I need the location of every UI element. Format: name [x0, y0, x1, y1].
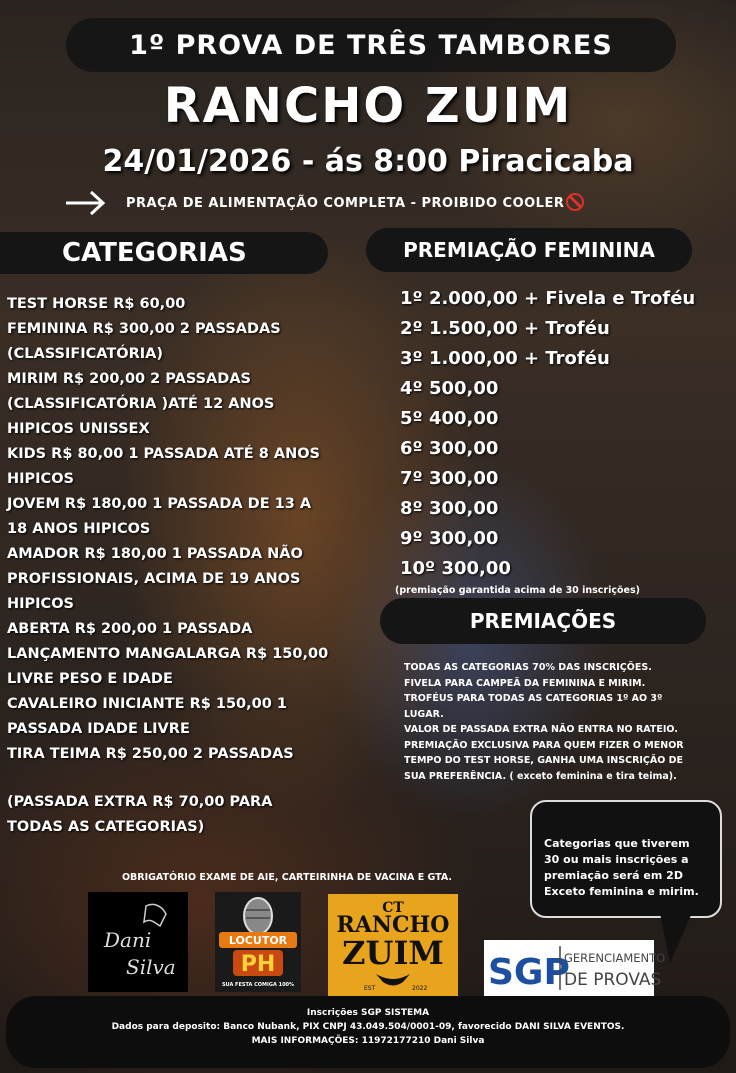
extra-pass-line: TODAS AS CATEGORIAS) — [7, 819, 205, 835]
category-line: PASSADA IDADE LIVRE — [7, 721, 190, 737]
notice-text: PRAÇA DE ALIMENTAÇÃO COMPLETA - PROIBIDO COOLER — [126, 196, 565, 211]
event-title-bar: 1º PROVA DE TRÊS TAMBORES — [66, 18, 676, 72]
bubble-line: Categorias que tiverem — [544, 837, 690, 850]
category-line: PROFISSIONAIS, ACIMA DE 19 ANOS — [7, 571, 301, 587]
dani-silva-logo — [88, 892, 188, 992]
locutor-text: LOCUTOR — [228, 934, 288, 947]
categories-list — [7, 292, 377, 767]
prize-item: 3º 1.000,00 + Troféu — [400, 348, 610, 369]
ct-rancho-zuim-logo — [328, 894, 458, 996]
bubble-text — [544, 836, 712, 900]
prohibited-icon — [566, 193, 584, 211]
bubble-line: premiação será em 2D — [544, 869, 683, 882]
rancho-text: RANCHO — [336, 912, 450, 938]
category-line: KIDS R$ 80,00 1 PASSADA ATÉ 8 ANOS — [7, 446, 320, 462]
footer-contact: MAIS INFORMAÇÕES: 11972177210 Dani Silva — [251, 1036, 485, 1046]
category-line: (CLASSIFICATÓRIA) — [7, 346, 164, 362]
category-line: JOVEM R$ 180,00 1 PASSADA DE 13 A — [7, 496, 312, 512]
prize-item: 1º 2.000,00 + Fivela e Troféu — [400, 288, 696, 309]
footer — [6, 996, 730, 1068]
bubble-line: 30 ou mais inscrições a — [544, 853, 689, 866]
category-line: FEMININA R$ 300,00 2 PASSADAS — [7, 321, 281, 337]
exam-notice: OBRIGATÓRIO EXAME DE AIE, CARTEIRINHA DE VACINA E GTA. — [121, 872, 453, 883]
category-line: LIVRE PESO E IDADE — [7, 671, 173, 687]
prize-item: 2º 1.500,00 + Troféu — [400, 318, 610, 339]
prize-item: 4º 500,00 — [400, 378, 499, 399]
rule-line: SUA PREFERÊNCIA. ( exceto feminina e tira teima). — [404, 770, 677, 782]
rule-line: VALOR DE PASSADA EXTRA NÃO ENTRA NO RATEIO. — [404, 724, 678, 735]
sgp-de-provas: DE PROVAS — [564, 970, 662, 990]
category-line: AMADOR R$ 180,00 1 PASSADA NÃO — [7, 546, 303, 562]
rule-line: PREMIAÇÃO EXCLUSIVA PARA QUEM FIZER O MENOR — [404, 739, 684, 751]
year-text: 2022 — [412, 985, 428, 992]
prize-item: 9º 300,00 — [400, 528, 499, 549]
categories-heading: CATEGORIAS — [0, 232, 328, 274]
sgp-gerenciamento: GERENCIAMENTO — [564, 951, 666, 965]
prizes-rules — [404, 660, 724, 784]
category-line: HIPICOS — [7, 596, 74, 612]
event-date: 24/01/2026 - ás 8:00 Piracicaba — [102, 144, 634, 179]
rule-line: TODAS AS CATEGORIAS 70% DAS INSCRIÇÕES. — [404, 662, 652, 673]
event-name: RANCHO ZUIM — [163, 78, 573, 134]
locutor-slogan: SUA FESTA COMIGA 100% — [221, 982, 295, 988]
sgp-logo — [484, 940, 666, 996]
category-line: ABERTA R$ 200,00 1 PASSADA — [7, 621, 253, 637]
prize-item: 7º 300,00 — [400, 468, 499, 489]
prize-item: 8º 300,00 — [400, 498, 499, 519]
rule-line: FIVELA PARA CAMPEÃ DA FEMININA E MIRIM. — [404, 677, 646, 689]
category-line: LANÇAMENTO MANGALARGA R$ 150,00 — [7, 646, 329, 662]
footer-deposit: Dados para deposito: Banco Nubank, PIX CNPJ 43.049.504/0001-09, favorecido DANI SILVA EVENTOS. — [111, 1022, 625, 1032]
category-line: HIPICOS — [7, 471, 74, 487]
rule-line: LUGAR. — [404, 708, 444, 720]
category-line: 18 ANOS HIPICOS — [7, 521, 151, 537]
prize-item: 10º 300,00 — [400, 558, 511, 579]
category-line: MIRIM R$ 200,00 2 PASSADAS — [7, 371, 251, 387]
category-line: TEST HORSE R$ 60,00 — [7, 296, 186, 312]
category-line: (CLASSIFICATÓRIA )ATÉ 12 ANOS — [7, 396, 275, 412]
zuim-text: ZUIM — [342, 934, 444, 972]
dani-text: Dani — [104, 928, 152, 952]
est-text: EST — [364, 985, 376, 992]
bubble-line: Exceto feminina e mirim. — [544, 885, 699, 898]
female-prizes-list — [400, 284, 695, 584]
arrow-right-icon — [64, 188, 106, 218]
speech-bubble — [530, 800, 722, 918]
extra-pass-note — [7, 790, 272, 840]
category-line: TIRA TEIMA R$ 250,00 2 PASSADAS — [7, 746, 294, 762]
ct-text: CT — [382, 900, 404, 916]
sgp-text: SGP — [488, 952, 570, 993]
prize-item: 6º 300,00 — [400, 438, 499, 459]
rule-line: TROFÉUS PARA TODAS AS CATEGORIAS 1º AO 3º — [404, 693, 663, 704]
locutor-ph-logo — [215, 892, 301, 992]
category-line: HIPICOS UNISSEX — [7, 421, 150, 437]
footer-registration: Inscrições SGP SISTEMA — [306, 1008, 430, 1018]
category-line: CAVALEIRO INICIANTE R$ 150,00 1 — [7, 696, 287, 712]
rule-line: TEMPO DO TEST HORSE, GANHA UMA INSCRIÇÃO DE — [404, 755, 683, 766]
female-prizes-heading: PREMIAÇÃO FEMININA — [366, 228, 692, 272]
ph-text: PH — [240, 952, 276, 977]
prize-guarantee-note: (premiação garantida acima de 30 inscrições) — [395, 585, 640, 596]
prizes-heading: PREMIAÇÕES — [380, 598, 706, 644]
food-court-notice — [126, 193, 584, 211]
silva-text: Silva — [126, 955, 176, 979]
prize-item: 5º 400,00 — [400, 408, 499, 429]
extra-pass-line: (PASSADA EXTRA R$ 70,00 PARA — [7, 794, 273, 810]
